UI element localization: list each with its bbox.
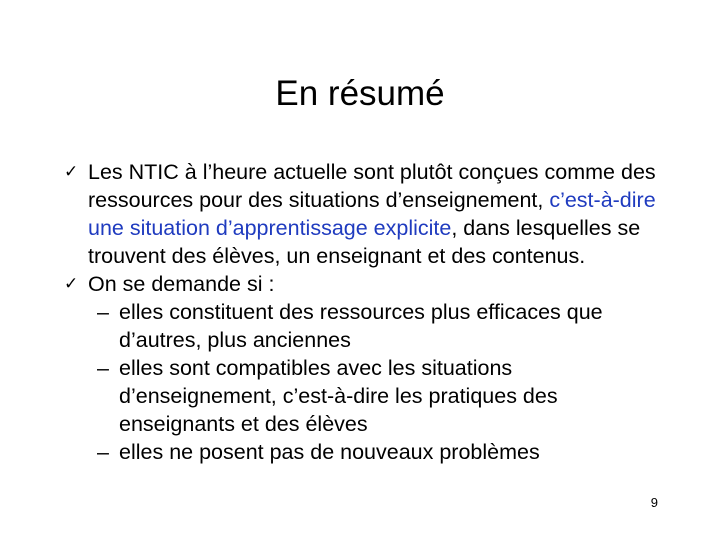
sub-item — [64, 438, 674, 466]
bullet-text: On se demande si : — [88, 272, 275, 296]
slide-title: En résumé — [275, 74, 445, 113]
bullet-text-continued: , dans lesquelles se trouvent des élèves, un enseignant et des contenus. — [88, 216, 641, 268]
checkmark-icon: ✓ — [64, 274, 79, 294]
dash-marker: – — [97, 300, 109, 324]
bullet-item — [64, 270, 674, 298]
sub-item-text: elles sont compatibles avec les situations d’enseignement, c’est-à-dire les pratiques des enseignants et des élèves — [119, 356, 558, 436]
sub-item — [64, 354, 674, 438]
checkmark-icon: ✓ — [64, 162, 79, 182]
sub-item-text: elles constituent des ressources plus efficaces que d’autres, plus anciennes — [119, 300, 603, 352]
slide-body — [64, 158, 674, 466]
dash-marker: – — [97, 440, 109, 464]
sub-list — [64, 298, 674, 466]
page-number: 9 — [650, 495, 658, 510]
sub-item — [64, 298, 674, 354]
bullet-highlight-text: c’est-à-dire une situation d’apprentissage explicite — [88, 188, 656, 240]
bullet-item — [64, 158, 674, 270]
sub-item-text: elles ne posent pas de nouveaux problèmes — [119, 440, 540, 464]
dash-marker: – — [97, 356, 109, 380]
bullet-text: Les NTIC à l’heure actuelle sont plutôt conçues comme des ressources pour des situations d’enseignement, — [88, 160, 656, 212]
